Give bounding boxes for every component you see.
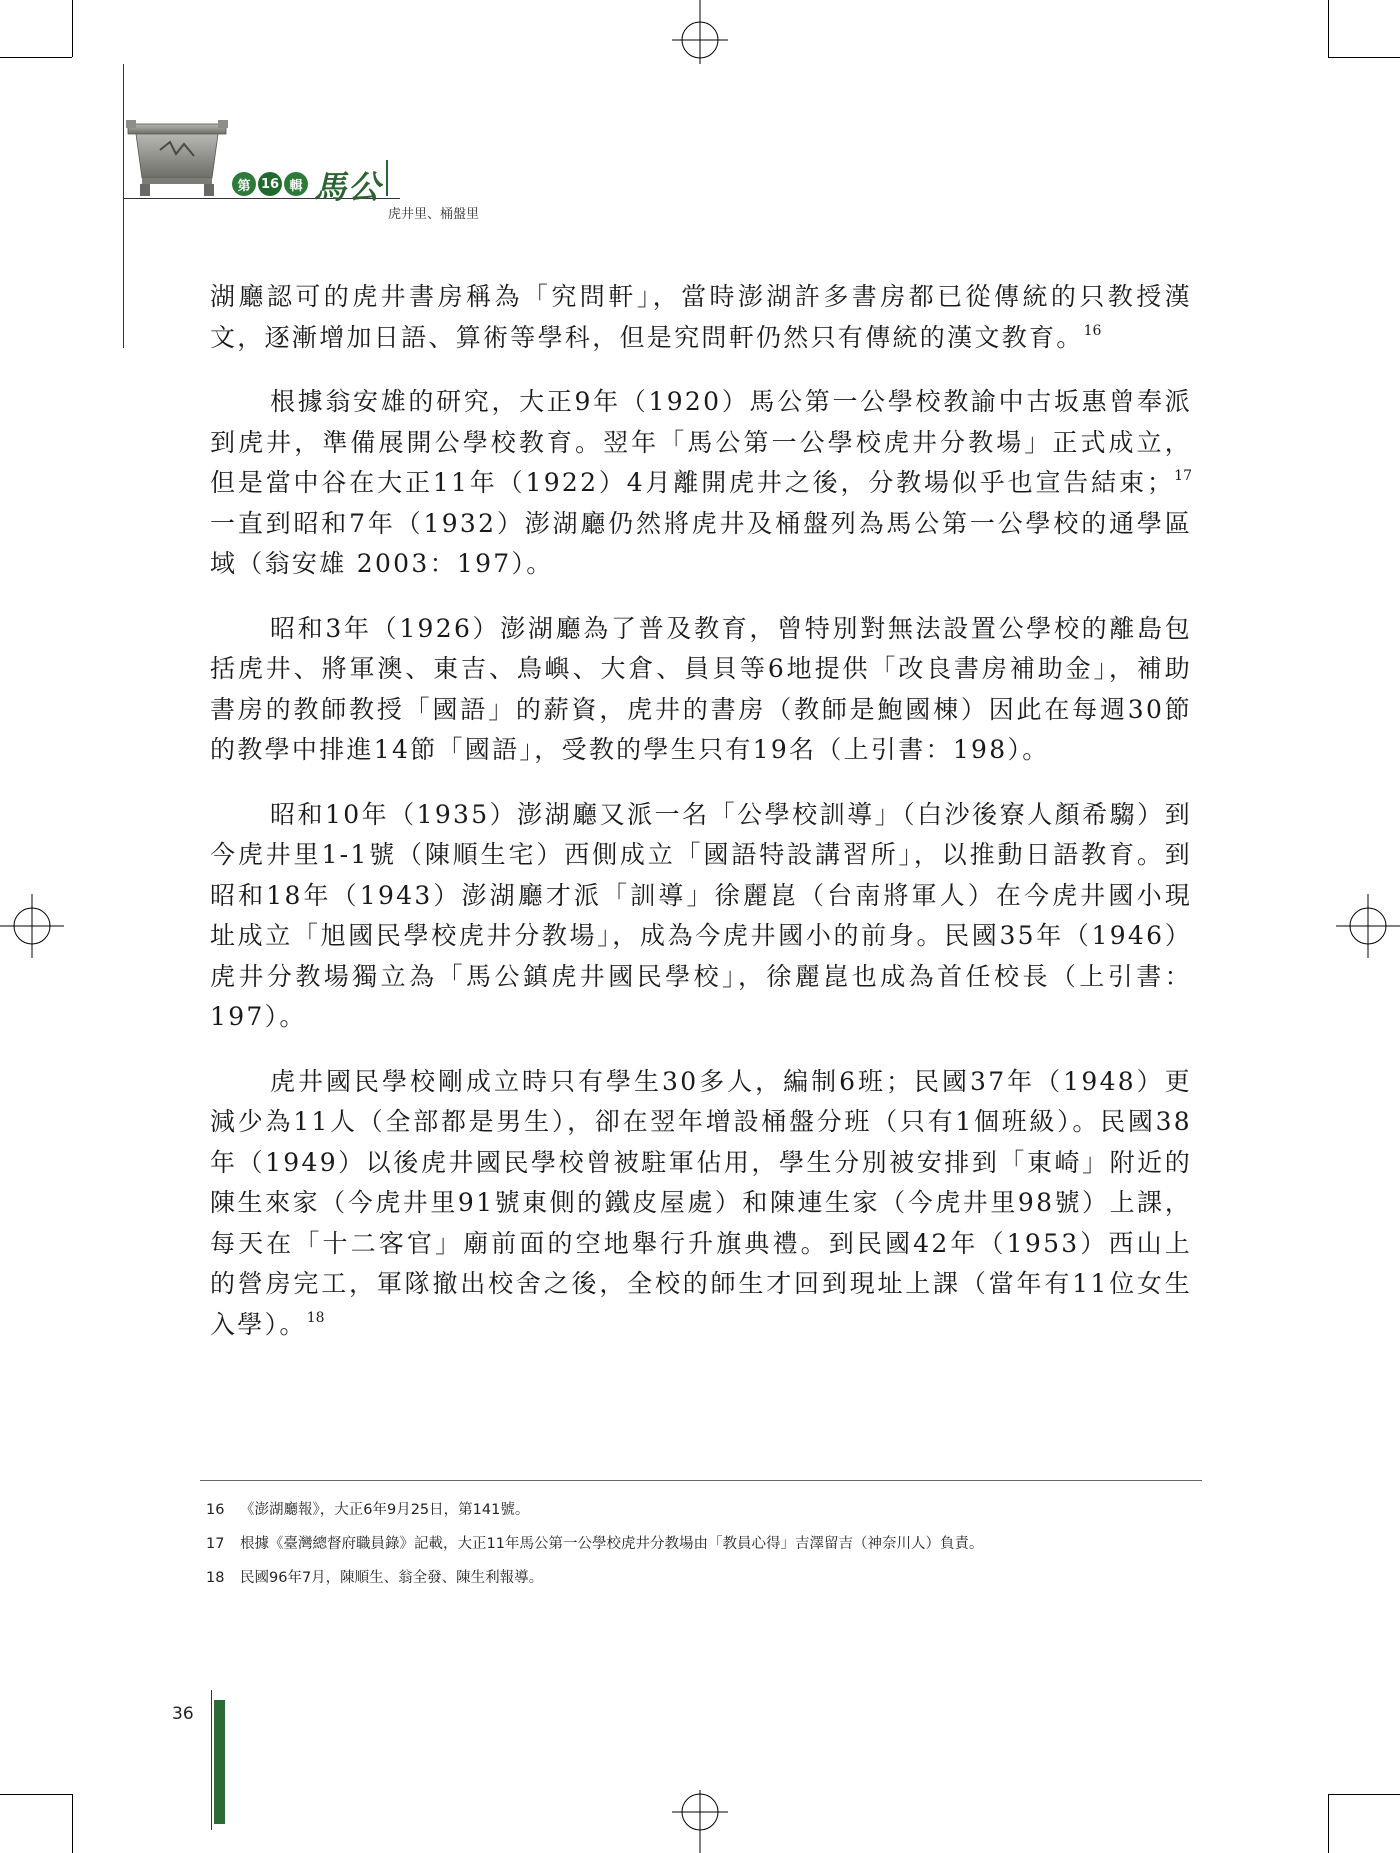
paragraph-text: 根據翁安雄的研究，大正9年（1920）馬公第一公學校教諭中古坂惠曾奉派到虎井，準備展開公學校教育。翌年「馬公第一公學校虎井分教場」正式成立，但是當中谷在大正11年（1922）4月離開虎井之後，分教場似乎也宣告結束；: [210, 387, 1192, 497]
paragraph-text: 虎井國民學校剛成立時只有學生30多人，編制6班；民國37年（1948）更減少為11人（全部都是男生），卻在翌年增設桶盤分班（只有1個班級）。民國38年（1949）以後虎井國民學校曾被駐軍佔用，學生分別被安排到「東崎」附近的陳生來家（今虎井里91號東側的鐵皮屋處）和陳連生家（今虎井里98號）上課，每天在「十二客官」廟前面的空地舉行升旗典禮。到民國42年（1953）西山上的營房完工，軍隊撤出校舍之後，全校的師生才回到現址上課（當年有11位女生入學）。: [210, 1066, 1192, 1339]
paragraph-text: 一直到昭和7年（1932）澎湖廳仍然將虎井及桶盤列為馬公第一公學校的通學區域（翁安雄 2003：197）。: [210, 508, 1192, 578]
paragraph-text: 昭和10年（1935）澎湖廳又派一名「公學校訓導」（白沙後寮人顏希騶）到今虎井里1-1號（陳順生宅）西側成立「國語特設講習所」，以推動日語教育。到昭和18年（1943）澎湖廳才派「訓導」徐麗崑（台南將軍人）在今虎井國小現址成立「旭國民學校虎井分教場」，成為今虎井國小的前身。民國35年（1946）虎井分教場獨立為「馬公鎮虎井國民學校」，徐麗崑也成為首任校長（上引書：197）。: [210, 799, 1192, 1031]
header-title-bar: [386, 160, 388, 196]
footnote: [206, 1529, 1196, 1559]
footnote-text: 《澎湖廳報》，大正6年9月25日，第141號。: [240, 1502, 530, 1518]
footnote-ref[interactable]: 18: [306, 1309, 325, 1326]
crop-mark: [0, 57, 72, 58]
crop-mark: [72, 0, 73, 57]
paragraph: [210, 795, 1192, 1038]
footnote-number: 18: [206, 1570, 225, 1586]
page-bar-line: [211, 1690, 212, 1830]
paragraph: [210, 1062, 1192, 1346]
volume-prefix: 第: [232, 172, 256, 196]
volume-suffix: 輯: [284, 172, 308, 196]
paragraph: [210, 382, 1192, 585]
volume-badge: [232, 170, 308, 198]
footnotes: [206, 1495, 1196, 1597]
chapter-subtitle: 虎井里、桶盤里: [388, 207, 480, 222]
body-text: [210, 277, 1192, 1369]
footnote-text: 根據《臺灣總督府職員錄》記載，大正11年馬公第一公學校虎井分教場由「教員心得」吉澤留吉（神奈川人）負責。: [240, 1536, 984, 1552]
paragraph: [210, 609, 1192, 771]
registration-mark: [668, 1790, 732, 1853]
footnote-text: 民國96年7月，陳順生、翁全發、陳生利報導。: [240, 1570, 544, 1586]
crop-mark: [72, 1794, 73, 1853]
crop-mark: [1328, 57, 1400, 58]
footnote-ref[interactable]: 16: [1083, 322, 1102, 339]
footnote-number: 16: [206, 1502, 225, 1518]
registration-mark: [1336, 894, 1400, 958]
header-vertical-rule: [123, 64, 124, 348]
volume-number: 16: [258, 172, 282, 196]
registration-mark: [668, 0, 732, 64]
stone-urn-image: [126, 120, 228, 198]
crop-mark: [1328, 1794, 1329, 1853]
page-accent-bar: [214, 1700, 225, 1824]
paragraph: [210, 277, 1192, 358]
crop-mark: [1328, 1794, 1400, 1795]
paragraph-text: 昭和3年（1926）澎湖廳為了普及教育，曾特別對無法設置公學校的離島包括虎井、將軍澳、東吉、鳥嶼、大倉、員貝等6地提供「改良書房補助金」，補助書房的教師教授「國語」的薪資，虎井的書房（教師是鮑國棟）因此在每週30節的教學中排進14節「國語」，受教的學生只有19名（上引書：198）。: [210, 613, 1192, 764]
book-title: 馬公: [314, 168, 383, 206]
page-number: 36: [172, 1704, 194, 1724]
footnote-ref[interactable]: 17: [1174, 468, 1192, 484]
registration-mark: [0, 894, 64, 958]
footnote: [206, 1563, 1196, 1593]
footnote-rule: [200, 1480, 1202, 1481]
crop-mark: [1328, 0, 1329, 57]
paragraph-text: 湖廳認可的虎井書房稱為「究問軒」，當時澎湖許多書房都已從傳統的只教授漢文，逐漸增加日語、算術等學科，但是究問軒仍然只有傳統的漢文教育。: [210, 282, 1192, 352]
footnote-number: 17: [206, 1536, 225, 1552]
footnote: [206, 1495, 1196, 1525]
crop-mark: [0, 1794, 72, 1795]
